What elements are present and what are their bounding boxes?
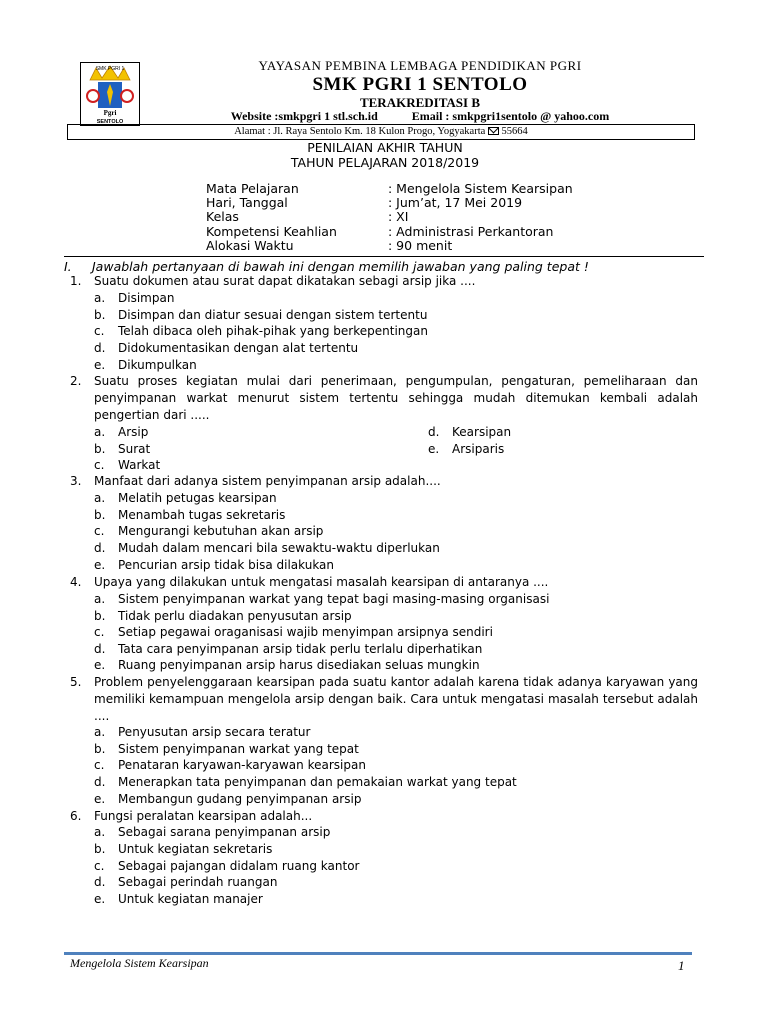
option-letter: d. [94, 341, 106, 355]
question-number: 6. [70, 809, 82, 823]
option [94, 591, 549, 608]
question-text: Problem penyelenggaraan kearsipan pada suatu kantor adalah karena tidak adanya karyawan yang memiliki kemampuan mengelola arsip dengan baik. Cara untuk mengatasi masalah tersebut adalah .... [94, 675, 698, 723]
option [94, 874, 277, 891]
option-letter: a. [94, 425, 106, 439]
question-number: 2. [70, 374, 82, 388]
email: Email : smkpgri1sentolo @ yahoo.com [411, 109, 610, 123]
info-value: : Administrasi Perkantoran [388, 224, 554, 239]
option-text: Disimpan dan diatur sesuai dengan sistem tertentu [118, 308, 428, 322]
option [94, 557, 334, 574]
question-text: Upaya yang dilakukan untuk mengatasi masalah kearsipan di antaranya .... [94, 575, 549, 589]
option [94, 657, 480, 674]
option-letter: d. [94, 875, 106, 889]
website: Website :smkpgri 1 stl.sch.id [230, 109, 378, 123]
info-label: Mata Pelajaran [206, 181, 299, 196]
option-text: Sebagai pajangan didalam ruang kantor [118, 859, 360, 873]
option-text: Menambah tugas sekretaris [118, 508, 286, 522]
school-logo [80, 62, 140, 126]
instruction-text: Jawablah pertanyaan di bawah ini dengan memilih jawaban yang paling tepat ! [92, 259, 589, 274]
info-row [206, 195, 523, 210]
option [94, 307, 427, 324]
option [94, 507, 285, 524]
school-name: SMK PGRI 1 SENTOLO [312, 74, 528, 95]
option-text: Untuk kegiatan manajer [118, 892, 263, 906]
section-number: I. [64, 259, 72, 274]
option-text: Kearsipan [452, 425, 512, 439]
option [94, 791, 361, 808]
option-letter: c. [94, 324, 105, 338]
mail-icon [488, 127, 499, 135]
option [94, 441, 150, 458]
question-2 [70, 373, 698, 424]
option-letter: a. [94, 592, 106, 606]
postal-code: 55664 [501, 126, 528, 137]
option [94, 858, 359, 875]
info-label: Kompetensi Keahlian [206, 224, 337, 239]
option [94, 824, 330, 841]
option-letter: c. [94, 758, 105, 772]
option-text: Mengurangi kebutuhan akan arsip [118, 524, 324, 538]
info-value: : 90 menit [388, 238, 453, 253]
option [94, 757, 366, 774]
option [428, 424, 511, 441]
option-letter: d. [428, 425, 440, 439]
option-text: Tata cara penyimpanan arsip tidak perlu terlalu diperhatikan [118, 642, 483, 656]
option-letter: a. [94, 291, 106, 305]
accreditation: TERAKREDITASI B [359, 95, 481, 110]
option-text: Setiap pegawai oraganisasi wajib menyimpan arsipnya sendiri [118, 625, 493, 639]
option-text: Membangun gudang penyimpanan arsip [118, 792, 362, 806]
option-text: Arsip [118, 425, 149, 439]
option-text: Arsiparis [452, 442, 505, 456]
option-text: Telah dibaca oleh pihak-pihak yang berkepentingan [118, 324, 428, 338]
option-text: Disimpan [118, 291, 175, 305]
address: Alamat : Jl. Raya Sentolo Km. 18 Kulon Progo, Yogyakarta [234, 126, 486, 137]
question-text: Manfaat dari adanya sistem penyimpanan arsip adalah.... [94, 474, 441, 488]
option [94, 624, 493, 641]
option-text: Warkat [118, 458, 161, 472]
footer-divider [64, 952, 692, 955]
option-letter: b. [94, 842, 106, 856]
option-letter: a. [94, 491, 106, 505]
option-letter: c. [94, 625, 105, 639]
question-3 [70, 473, 698, 490]
info-value: : XI [388, 209, 409, 224]
page-number: 1 [678, 958, 685, 973]
option-text: Menerapkan tata penyimpanan dan pemakaian warkat yang tepat [118, 775, 517, 789]
option-text: Sistem penyimpanan warkat yang tepat [118, 742, 359, 756]
option-letter: a. [94, 825, 106, 839]
question-5 [70, 674, 698, 725]
section-instruction [64, 256, 704, 274]
option-text: Mudah dalam mencari bila sewaktu-waktu diperlukan [118, 541, 440, 555]
academic-year: TAHUN PELAJARAN 2018/2019 [290, 155, 480, 170]
option-text: Surat [118, 442, 151, 456]
option-text: Sebagai perindah ruangan [118, 875, 278, 889]
option-letter: e. [94, 658, 106, 672]
question-number: 1. [70, 274, 82, 288]
question-6 [70, 808, 698, 825]
logo-top-text: SMK PGRI 1 [95, 66, 125, 72]
option-letter: b. [94, 742, 106, 756]
question-text: Suatu proses kegiatan mulai dari penerimaan, pengumpulan, pengaturan, pemeliharaan dan penyimpanan warkat menurut sistem tertentu sehingga mudah ditemukan kembali adalah pengertian dari ..... [94, 374, 698, 422]
option [94, 891, 263, 908]
info-value: : Jum’at, 17 Mei 2019 [388, 195, 523, 210]
option-letter: e. [94, 892, 106, 906]
question-text: Suatu dokumen atau surat dapat dikatakan sebagi arsip jika .... [94, 274, 476, 288]
option-text: Tidak perlu diadakan penyusutan arsip [118, 609, 352, 623]
option [94, 424, 148, 441]
info-row [206, 181, 573, 196]
option-text: Melatih petugas kearsipan [118, 491, 277, 505]
question-number: 4. [70, 575, 82, 589]
option [94, 340, 358, 357]
option-letter: b. [94, 609, 106, 623]
option-letter: a. [94, 725, 106, 739]
logo-mid-text: Pgri [103, 109, 117, 117]
option-text: Penataran karyawan-karyawan kearsipan [118, 758, 366, 772]
info-value: : Mengelola Sistem Kearsipan [388, 181, 573, 196]
option-letter: d. [94, 642, 106, 656]
option [94, 724, 310, 741]
option [94, 540, 440, 557]
option-text: Didokumentasikan dengan alat tertentu [118, 341, 359, 355]
option-text: Dikumpulkan [118, 358, 197, 372]
option-letter: b. [94, 442, 106, 456]
info-label: Alokasi Waktu [206, 238, 294, 253]
logo-bottom-text: SENTOLO [96, 119, 124, 125]
option [94, 323, 428, 340]
option [94, 608, 352, 625]
option [94, 290, 174, 307]
option-letter: e. [428, 442, 440, 456]
info-row [206, 224, 554, 239]
option [94, 641, 482, 658]
option [94, 457, 160, 474]
option-letter: e. [94, 792, 106, 806]
option [94, 774, 517, 791]
info-row [206, 238, 453, 253]
option [94, 841, 272, 858]
info-row [206, 209, 409, 224]
foundation-name: YAYASAN PEMBINA LEMBAGA PENDIDIKAN PGRI [258, 58, 582, 73]
option-letter: c. [94, 524, 105, 538]
option-text: Sebagai sarana penyimpanan arsip [118, 825, 331, 839]
option-letter: e. [94, 558, 106, 572]
exam-title: PENILAIAN AKHIR TAHUN [307, 140, 463, 155]
option-text: Sistem penyimpanan warkat yang tepat bagi masing-masing organisasi [118, 592, 550, 606]
option-text: Pencurian arsip tidak bisa dilakukan [118, 558, 335, 572]
option-letter: c. [94, 458, 105, 472]
question-4 [70, 574, 698, 591]
option [428, 441, 504, 458]
option [94, 523, 323, 540]
option-letter: c. [94, 859, 105, 873]
contact-line [150, 109, 690, 124]
info-label: Hari, Tanggal [206, 195, 288, 210]
option-text: Untuk kegiatan sekretaris [118, 842, 273, 856]
option-letter: d. [94, 775, 106, 789]
option [94, 490, 277, 507]
footer-subject: Mengelola Sistem Kearsipan [70, 956, 209, 970]
option-text: Ruang penyimpanan arsip harus disediakan seluas mungkin [118, 658, 480, 672]
address-box [67, 124, 695, 140]
option-text: Penyusutan arsip secara teratur [118, 725, 311, 739]
option [94, 741, 359, 758]
info-label: Kelas [206, 209, 239, 224]
question-1 [70, 273, 698, 290]
option-letter: d. [94, 541, 106, 555]
question-number: 3. [70, 474, 82, 488]
option [94, 357, 197, 374]
question-text: Fungsi peralatan kearsipan adalah... [94, 809, 313, 823]
option-letter: e. [94, 358, 106, 372]
option-letter: b. [94, 308, 106, 322]
question-number: 5. [70, 675, 82, 689]
option-letter: b. [94, 508, 106, 522]
